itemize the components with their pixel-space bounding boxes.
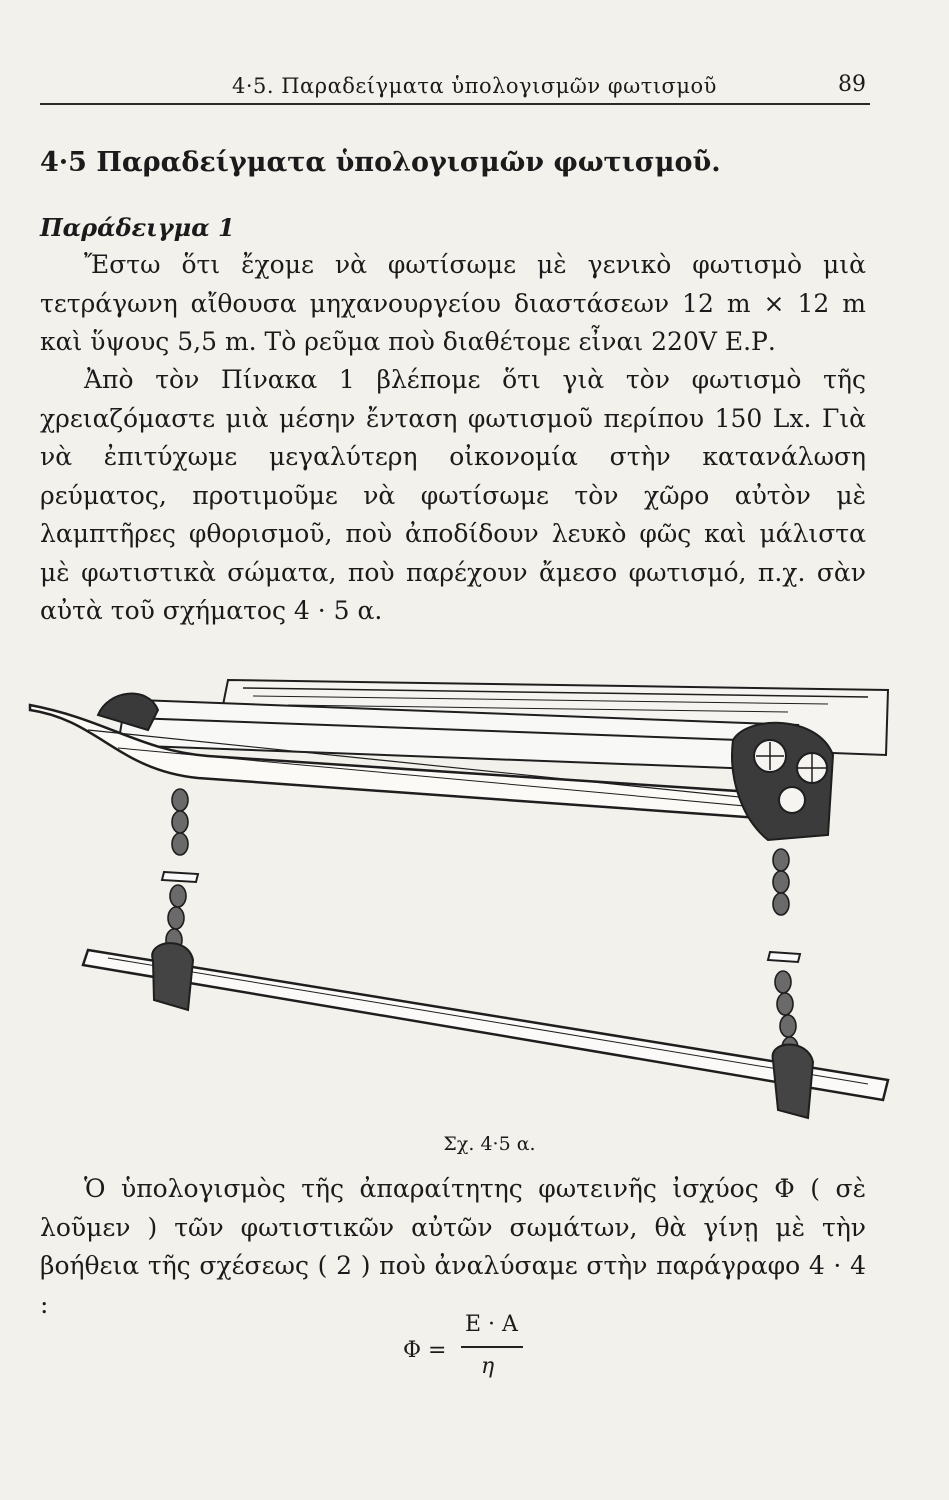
formula-denominator: η: [481, 1354, 495, 1379]
section-title: 4·5 Παραδείγματα ὑπολογισμῶν φωτισμοῦ.: [40, 147, 721, 178]
paragraph-2: Ἀπὸ τὸν Πίνακα 1 βλέπομε ὅτι γιὰ τὸν φωτισμὸ τῆς χρειαζόμαστε μιὰ μέσην ἔνταση φωτισμοῦ περίπου 150 Lx. Γιὰ νὰ ἐπιτύχωμε μεγαλύτερη οἰκονομία στὴν κατανάλωση ρεύματος, προτιμοῦμε νὰ φωτίσωμε τὸν χῶρο αὐτὸν μὲ λαμπτῆρες φθορισμοῦ, ποὺ ἀποδίδουν λευκὸ φῶς καὶ μάλιστα μὲ φωτιστικὰ σώματα, ποὺ παρέχουν ἄμεσο φωτισμό, π.χ. σὰν αὐτὰ τοῦ σχήματος 4 · 5 α.: [40, 365, 866, 625]
fluorescent-luminaire-illustration: [28, 660, 898, 1130]
paragraph-3: Ὁ ὑπολογισμὸς τῆς ἀπαραίτητης φωτεινῆς ἰσχύος Φ ( σὲ λοῦμεν ) τῶν φωτιστικῶν αὐτῶν σωμάτων, θὰ γίνῃ μὲ τὴν βοήθεια τῆς σχέσεως ( 2 ) ποὺ ἀναλύσαμε στὴν παράγραφο 4 · 4 :: [40, 1174, 866, 1319]
luminous-flux-formula: [395, 1312, 535, 1392]
paragraph-1: Ἔστω ὅτι ἔχομε νὰ φωτίσωμε μὲ γενικὸ φωτισμὸ μιὰ τετράγωνη αἴθουσα μηχανουργείου διαστάσεων 12 m × 12 m καὶ ὕψους 5,5 m. Τὸ ρεῦμα ποὺ διαθέτομε εἶναι 220V Ε.Ρ.: [40, 250, 866, 356]
page-number: 89: [838, 72, 866, 97]
fraction-bar: [461, 1346, 523, 1348]
formula-lhs: Φ =: [403, 1338, 447, 1363]
formula-numerator: E · A: [465, 1312, 518, 1337]
figure-caption: Σχ. 4·5 α.: [443, 1133, 536, 1155]
example-title: Παράδειγμα 1: [40, 213, 235, 242]
header-rule: [40, 103, 870, 105]
running-header: 4·5. Παραδείγματα ὑπολογισμῶν φωτισμοῦ: [232, 74, 717, 98]
